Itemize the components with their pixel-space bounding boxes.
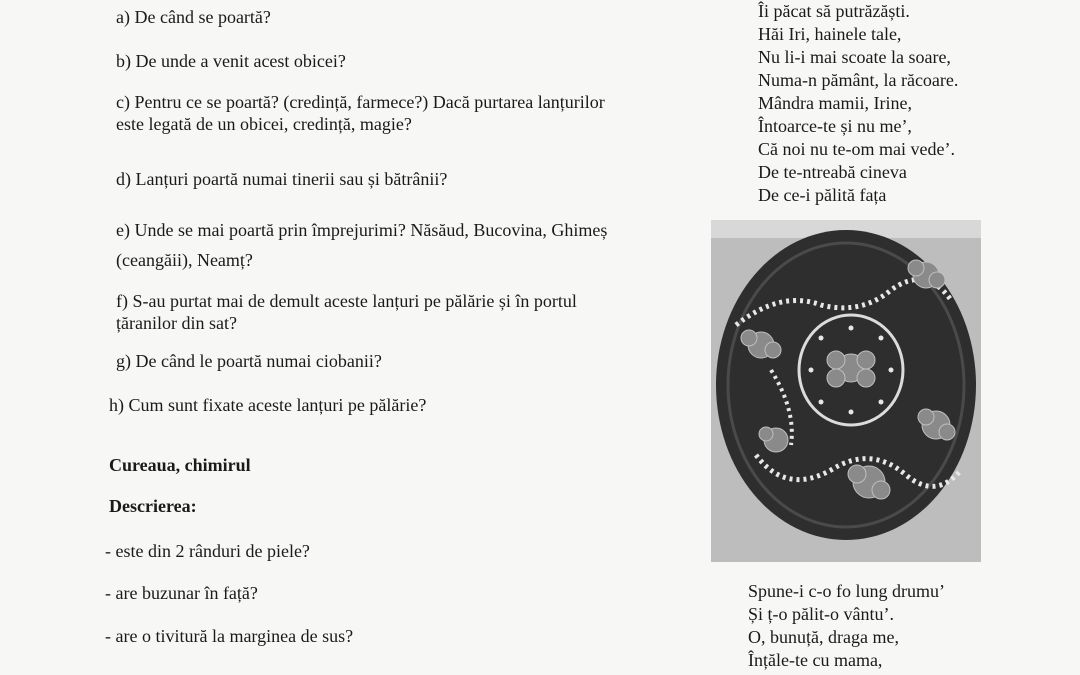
poem-line: Îi păcat să putrăzăști. xyxy=(758,1,910,21)
question-f xyxy=(116,290,577,334)
question-g: g) De când le poartă numai ciobanii? xyxy=(116,351,382,371)
question-e-line-2: (ceangăii), Neamț? xyxy=(116,250,253,270)
poem-top xyxy=(758,0,958,207)
question-b: b) De unde a venit acest obicei? xyxy=(116,51,346,71)
poem-line: Numa-n pământ, la răcoare. xyxy=(758,70,959,90)
description-item-3: - are o tivitură la marginea de sus? xyxy=(105,626,354,646)
decorated-plate-photo xyxy=(711,220,981,562)
poem-line: O, bunuță, draga me, xyxy=(748,627,899,647)
poem-line: Și ț-o pălit-o vântu’. xyxy=(748,604,894,624)
poem-line: Mândra mamii, Irine, xyxy=(758,93,912,113)
poem-line: Spune-i c-o fo lung drumu’ xyxy=(748,581,945,601)
description-item-1: - este din 2 rânduri de piele? xyxy=(105,541,310,561)
question-d: d) Lanțuri poartă numai tinerii sau și bătrânii? xyxy=(116,169,448,189)
question-h: h) Cum sunt fixate aceste lanțuri pe pălărie? xyxy=(109,395,427,415)
section-title: Cureaua, chimirul xyxy=(109,455,251,475)
poem-line: Că noi nu te-om mai vede’. xyxy=(758,139,955,159)
question-c xyxy=(116,91,605,135)
question-a: a) De când se poartă? xyxy=(116,7,271,27)
poem-bottom xyxy=(748,580,945,672)
section-subtitle: Descrierea: xyxy=(109,496,197,516)
question-f-line-1: f) S-au purtat mai de demult aceste lanțuri pe pălărie și în portul xyxy=(116,291,577,311)
question-e-line-1: e) Unde se mai poartă prin împrejurimi? Năsăud, Bucovina, Ghimeș xyxy=(116,220,608,240)
poem-line: Întoarce-te și nu me’, xyxy=(758,116,912,136)
question-e xyxy=(116,215,607,275)
poem-line: De ce-i pălită fața xyxy=(758,185,887,205)
question-c-line-1: c) Pentru ce se poartă? (credință, farmece?) Dacă purtarea lanțurilor xyxy=(116,92,605,112)
question-c-line-2: este legată de un obicei, credință, magie? xyxy=(116,114,412,134)
question-f-line-2: țăranilor din sat? xyxy=(116,313,237,333)
description-item-2: - are buzunar în față? xyxy=(105,583,258,603)
poem-line: Nu li-i mai scoate la soare, xyxy=(758,47,951,67)
poem-line: De te-ntreabă cineva xyxy=(758,162,907,182)
poem-line: Înțăle-te cu mama, xyxy=(748,650,883,670)
poem-line: Hăi Iri, hainele tale, xyxy=(758,24,902,44)
